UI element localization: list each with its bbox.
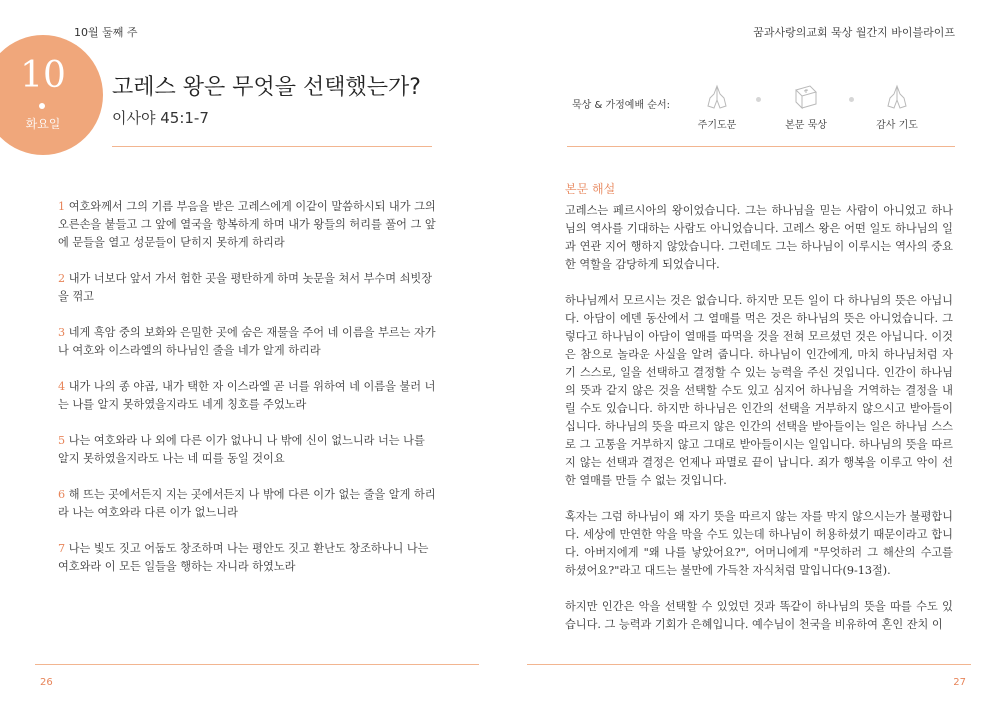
- devotion-order: [565, 84, 965, 134]
- verse-text: 내가 나의 종 야곱, 내가 택한 자 이스라엘 곧 너를 위하여 네 이름을 불러 너는 나를 알지 못하였을지라도 네게 칭호를 주었노라: [58, 380, 436, 411]
- verse-number: 4: [58, 380, 66, 393]
- step-bible-meditation: [776, 84, 836, 131]
- verse: [58, 378, 436, 414]
- verse-number: 1: [58, 200, 66, 213]
- scripture-text: [58, 180, 436, 594]
- commentary-title: 본문 해설: [565, 182, 616, 196]
- verse-text: 여호와께서 그의 기름 부음을 받은 고레스에게 이같이 말씀하시되 내가 그의 오른손을 붙들고 그 앞에 열국을 항복하게 하며 내가 왕들의 허리를 풀어 그 앞에 문들을 열고 성문들이 닫히지 못하게 하리라: [58, 200, 436, 249]
- verse-number: 6: [58, 488, 66, 501]
- commentary-paragraph: 하나님께서 모르시는 것은 없습니다. 하지만 모든 일이 다 하나님의 뜻은 아닙니다. 아담이 에덴 동산에서 그 열매를 먹은 것은 하나님의 뜻은 아니었습니다. 그렇다고 하나님이 아담이 열매를 따먹을 것을 전혀 모르셨던 것은 아닙니다. 이것은 참으로 놀라운 사실을 알려 줍니다. 하나님이 인간에게, 마치 하나님처럼 자기 스스로, 일을 선택하고 결정할 수 있는 능력을 주신 것입니다. 인간이 하나님의 뜻과 같지 않은 것을 선택할 수도 있고 심지어 하나님을 거역하는 결정을 내릴 수도 있습니다. 하지만 하나님은 인간의 선택을 거부하지 않으시고 받아들이십니다. 하나님의 뜻을 따르지 않은 인간의 선택을 받아들이는 일은 하나님 스스로 그 고통을 거부하지 않고 그대로 받아들이시는 일입니다. 하나님의 뜻을 따르지 않는 선택과 결정은 언제나 파멸로 끝이 납니다. 죄가 행복을 이루고 악이 선한 열매를 만들 수 없는 것입니다.: [565, 294, 953, 487]
- verse-text: 나는 빛도 짓고 어둠도 창조하며 나는 평안도 짓고 환난도 창조하나니 나는 여호와라 이 모든 일들을 행하는 자니라 하였노라: [58, 542, 429, 573]
- date-number: 10: [20, 55, 66, 96]
- bible-icon: [776, 84, 836, 110]
- verse-text: 나는 여호와라 나 외에 다른 이가 없나니 나 밖에 신이 없느니라 너는 나를 알지 못하였을지라도 나는 네 띠를 동일 것이요: [58, 434, 425, 465]
- verse-text: 네게 흑암 중의 보화와 은밀한 곳에 숨은 재물을 주어 네 이름을 부르는 자가 나 여호와 이스라엘의 하나님인 줄을 네가 알게 하리라: [58, 326, 436, 357]
- praying-hands-icon: [687, 84, 747, 110]
- weekday-label: 화요일: [25, 117, 61, 131]
- verse-text: 내가 너보다 앞서 가서 험한 곳을 평탄하게 하며 놋문을 쳐서 부수며 쇠빗장을 꺾고: [58, 272, 433, 303]
- verse-text: 해 뜨는 곳에서든지 지는 곳에서든지 나 밖에 다른 이가 없는 줄을 알게 하리라 나는 여호와라 다른 이가 없느니라: [58, 488, 436, 519]
- verse: [58, 270, 436, 306]
- verse: [58, 324, 436, 360]
- badge-dot: [39, 103, 45, 109]
- verse-number: 7: [58, 542, 66, 555]
- divider-top-right: [567, 146, 955, 147]
- step-separator-dot: [849, 97, 854, 102]
- step-label: 감사 기도: [876, 120, 918, 131]
- verse: [58, 540, 436, 576]
- page-number-right: 27: [953, 677, 966, 688]
- verse: [58, 486, 436, 522]
- step-label: 주기도문: [697, 120, 737, 131]
- verse: [58, 198, 436, 252]
- commentary-paragraph: 하지만 인간은 악을 선택할 수 있었던 것과 똑같이 하나님의 뜻을 따를 수도 있습니다. 그 능력과 기회가 은혜입니다. 예수님이 천국을 비유하여 혼인 잔치 이: [565, 600, 953, 631]
- page-title: 고레스 왕은 무엇을 선택했는가?: [112, 75, 421, 100]
- running-header-left: 10월 둘째 주: [74, 26, 138, 39]
- verse-number: 3: [58, 326, 66, 339]
- step-lords-prayer: [687, 84, 747, 131]
- divider-bottom-left: [35, 664, 479, 665]
- verse: [58, 432, 436, 468]
- step-separator-dot: [756, 97, 761, 102]
- right-page: [500, 0, 1000, 709]
- devotion-order-label: 묵상 & 가정예배 순서:: [572, 100, 670, 111]
- step-thanks-prayer: [867, 84, 927, 131]
- verse-number: 2: [58, 272, 66, 285]
- commentary-paragraph: 고레스는 페르시아의 왕이었습니다. 그는 하나님을 믿는 사람이 아니었고 하나님의 역사를 기대하는 사람도 아니었습니다. 고레스 왕은 어떤 일도 하나님의 일과 연관 지어 행하지 않았습니다. 그런데도 그는 하나님이 이루시는 역사의 중요한 역할을 감당하게 되었습니다.: [565, 204, 953, 271]
- running-header-right: 꿈과사랑의교회 묵상 월간지 바이블라이프: [753, 26, 955, 39]
- page-number-left: 26: [40, 677, 53, 688]
- commentary-paragraph: 혹자는 그럼 하나님이 왜 자기 뜻을 따르지 않는 자를 막지 않으시는가 불평합니다. 세상에 만연한 악을 막을 수도 있는데 하나님이 허용하셨기 때문이라고 합니다. 아버지에게 "왜 나를 낳았어요?", 어머니에게 "무엇하러 그 해산의 수고를 하셨어요?"라고 대드는 불만에 가득찬 자식처럼 말입니다(9-13절).: [565, 510, 953, 577]
- verse-number: 5: [58, 434, 66, 447]
- praying-hands-icon: [867, 84, 927, 110]
- commentary-body: [565, 202, 953, 652]
- step-label: 본문 묵상: [785, 120, 827, 131]
- scripture-reference: 이사야 45:1-7: [112, 109, 209, 127]
- divider-bottom-right: [527, 664, 971, 665]
- date-badge: [0, 35, 103, 155]
- divider-top-left: [112, 146, 432, 147]
